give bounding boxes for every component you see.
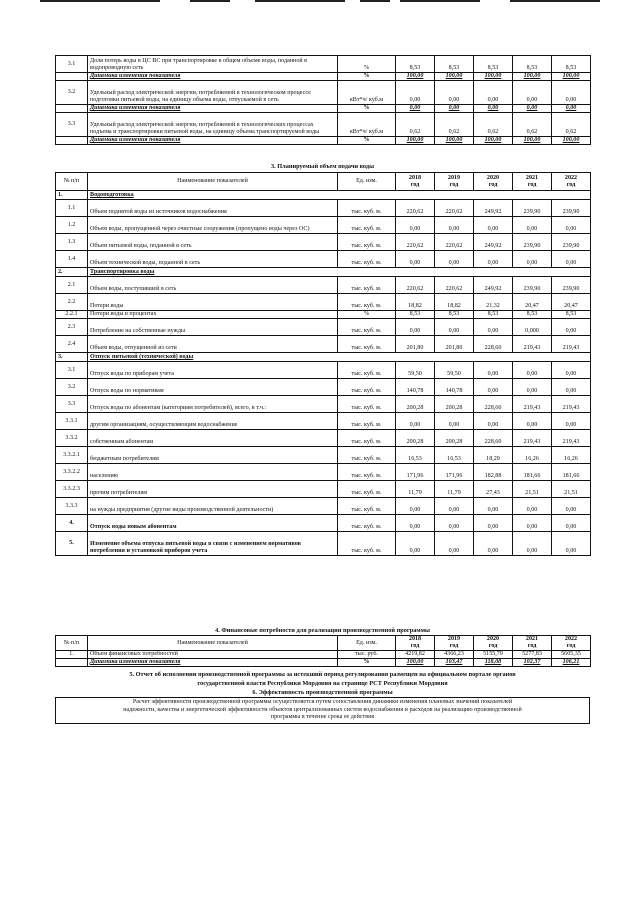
row-value: 0,00 — [474, 362, 513, 379]
row-unit: тыс. куб. м. — [338, 481, 396, 498]
table-row — [56, 277, 591, 294]
row-label: Динамика изменения показателя — [88, 137, 338, 145]
row-label: Отпуск воды новым абонентам — [88, 515, 338, 532]
row-value: 200,28 — [435, 430, 474, 447]
table-row — [56, 464, 591, 481]
fin-col-unit-header: Ед. изм. — [338, 636, 396, 651]
row-value: 0,00 — [435, 515, 474, 532]
row-value: 171,96 — [396, 464, 435, 481]
row-label: Удельный расход электрической энергии, потребляемой в технологическом процессе подготовки питьевой воды, на единицу объема воды, отпускаемой в сеть — [88, 81, 338, 105]
losses-table — [55, 55, 591, 145]
row-value: 239,90 — [552, 200, 591, 217]
row-value: 0,62 — [474, 113, 513, 137]
section3-title: 3. Планируемый объем подачи воды — [270, 163, 375, 170]
table-row — [56, 234, 591, 251]
row-value: 239,90 — [552, 277, 591, 294]
row-label: другим организациям, осуществляющим водоснабжение — [88, 413, 338, 430]
row-value: 0,00 — [552, 105, 591, 113]
finance-table — [55, 635, 591, 667]
row-value: 249,92 — [474, 234, 513, 251]
col-year-2022: 2022 год — [552, 173, 591, 191]
row-unit: тыс. куб. м. — [338, 498, 396, 515]
col-unit-header: Ед. изм. — [338, 173, 396, 191]
row-unit: % — [338, 311, 396, 319]
row-value: 201,80 — [396, 336, 435, 353]
row-label: Доля потерь воды в ЦС ВС при транспортировке в общем объеме воды, поданной в водопроводную сеть — [88, 56, 338, 73]
row-value: 0,00 — [474, 515, 513, 532]
row-label: на нужды предприятия (другие виды производственной деятельности) — [88, 498, 338, 515]
row-unit: тыс. куб. м. — [338, 319, 396, 336]
row-value: 8,53 — [474, 56, 513, 73]
row-number: 3.3.2.3 — [56, 481, 88, 498]
row-value: 0,00 — [396, 498, 435, 515]
row-value: 0,00 — [474, 532, 513, 556]
row-number: 3.3.3 — [56, 498, 88, 515]
row-value: 5277,83 — [513, 651, 552, 659]
row-value: 219,43 — [513, 336, 552, 353]
row-value: 0,00 — [552, 81, 591, 105]
row-value: 0,00 — [396, 251, 435, 268]
row-unit: тыс. куб. м. — [338, 200, 396, 217]
row-number: 3.3 — [56, 396, 88, 413]
row-unit: тыс. руб. — [338, 651, 396, 659]
row-value: 0,00 — [552, 217, 591, 234]
row-unit: % — [338, 73, 396, 81]
row-value: 100,00 — [474, 137, 513, 145]
row-value: 0,00 — [552, 498, 591, 515]
row-value: 0,00 — [513, 81, 552, 105]
row-number: 3.3.1 — [56, 413, 88, 430]
section6-title: 6. Эффективность производственной программы — [252, 689, 393, 696]
section5-text: 5. Отчет об исполнении производственной программы за истекший период регулирования размещен на официальном портале органов государственной власти Республики Мордовия на странице РСТ Республики Мордовия — [129, 671, 516, 687]
row-value: 20,47 — [552, 294, 591, 311]
row-unit: тыс. куб. м. — [338, 379, 396, 396]
row-value: 0,00 — [552, 413, 591, 430]
row-number — [56, 105, 88, 113]
fin-col-2019: 2019 год — [435, 636, 474, 651]
row-value: 0,00 — [396, 105, 435, 113]
row-value: 16,53 — [396, 447, 435, 464]
row-value: 11,79 — [396, 481, 435, 498]
row-unit: тыс. куб. м. — [338, 362, 396, 379]
row-number: 1. — [56, 651, 88, 659]
table-row — [56, 251, 591, 268]
table-row — [56, 217, 591, 234]
row-value: 100,00 — [435, 73, 474, 81]
row-value: 0,00 — [552, 251, 591, 268]
row-unit: кВт*ч/ куб.м — [338, 81, 396, 105]
row-value: 8,53 — [396, 56, 435, 73]
row-value: 0,00 — [435, 251, 474, 268]
row-label: прочим потребителям — [88, 481, 338, 498]
row-value: 59,50 — [435, 362, 474, 379]
row-label: бюджетным потребителям — [88, 447, 338, 464]
row-value: 140,78 — [435, 379, 474, 396]
row-value: 100,00 — [474, 73, 513, 81]
row-value: 20,47 — [513, 294, 552, 311]
col-year-2018: 2018 год — [396, 173, 435, 191]
dynamics-row — [56, 105, 591, 113]
row-value: 0,00 — [513, 217, 552, 234]
row-value: 100,00 — [396, 73, 435, 81]
row-number: 3.3.2 — [56, 430, 88, 447]
row-value: 220,62 — [435, 200, 474, 217]
row-unit: тыс. куб. м. — [338, 336, 396, 353]
row-value: 0,00 — [513, 515, 552, 532]
section6-box: Расчет эффективности производственной программы осуществляется путем сопоставления динамики изменения плановых значений показателей надежности, качества и энергетической эффективности объектов централизованных систем водоснабжения и расходов на реализацию производственной программы в течение срока ее действия — [55, 697, 590, 724]
row-unit: тыс. куб. м. — [338, 532, 396, 556]
row-value: 100,00 — [513, 73, 552, 81]
row-unit: тыс. куб. м. — [338, 396, 396, 413]
row-value: 220,62 — [435, 277, 474, 294]
row-value: 228,60 — [474, 336, 513, 353]
table-row — [56, 362, 591, 379]
row-value: 0,00 — [435, 413, 474, 430]
row-value: 59,50 — [396, 362, 435, 379]
row-value: 100,00 — [552, 137, 591, 145]
section-row — [56, 268, 591, 277]
row-number: 3.2 — [56, 379, 88, 396]
row-number: 3.3 — [56, 113, 88, 137]
row-number: 2.4 — [56, 336, 88, 353]
row-number: 2.1 — [56, 277, 88, 294]
table-row — [56, 336, 591, 353]
row-value: 220,62 — [396, 200, 435, 217]
scan-top-edge — [40, 0, 600, 3]
row-value: 0,62 — [396, 113, 435, 137]
row-value: 0,00 — [474, 81, 513, 105]
row-unit: кВт*ч/ куб.м — [338, 113, 396, 137]
section-name: Отпуск питьевой (технической) воды — [88, 353, 591, 362]
row-number — [56, 659, 88, 667]
row-value: 0,00 — [435, 217, 474, 234]
row-label: Объем поднятой воды из источников водоснабжения — [88, 200, 338, 217]
row-value: 0,00 — [396, 217, 435, 234]
col-num-header: № п/п — [56, 173, 88, 191]
row-value: 0,00 — [435, 498, 474, 515]
row-value: 0,00 — [435, 105, 474, 113]
row-value: 8,53 — [474, 311, 513, 319]
row-value: 0,00 — [474, 251, 513, 268]
row-label: Динамика изменения показателя — [88, 659, 338, 667]
row-number: 2. — [56, 268, 88, 277]
table-row — [56, 481, 591, 498]
row-value: 200,28 — [435, 396, 474, 413]
row-label: Потери воды — [88, 294, 338, 311]
row-unit: % — [338, 137, 396, 145]
row-value: 0,00 — [513, 532, 552, 556]
row-value: 181,66 — [552, 464, 591, 481]
row-value: 0,00 — [396, 81, 435, 105]
row-value: 27,43 — [474, 481, 513, 498]
row-value: 219,43 — [513, 430, 552, 447]
row-number: 3. — [56, 353, 88, 362]
row-value: 0,00 — [474, 319, 513, 336]
row-value: 18,82 — [396, 294, 435, 311]
row-label: Удельный расход электрической энергии, потребляемой в технологических процессах подъема и транспортировки питьевой воды, на единицу объема транспортируемой воды — [88, 113, 338, 137]
table-row — [56, 413, 591, 430]
row-value: 239,90 — [513, 200, 552, 217]
row-value: 0,62 — [513, 113, 552, 137]
row-value: 140,78 — [396, 379, 435, 396]
row-value: 18,82 — [435, 294, 474, 311]
row-value: 21,32 — [474, 294, 513, 311]
row-value: 171,96 — [435, 464, 474, 481]
dynamics-row — [56, 659, 591, 667]
row-value: 0,00 — [435, 81, 474, 105]
losses-table-block — [55, 55, 590, 145]
row-value: 0,00 — [396, 413, 435, 430]
row-value: 0,00 — [513, 379, 552, 396]
row-unit: тыс. куб. м. — [338, 234, 396, 251]
fin-col-2022: 2022 год — [552, 636, 591, 651]
row-value: 100,00 — [552, 73, 591, 81]
row-value: 0,00 — [474, 217, 513, 234]
table-row — [56, 498, 591, 515]
row-value: 228,60 — [474, 430, 513, 447]
volume-table — [55, 172, 591, 556]
row-number: 4. — [56, 515, 88, 532]
row-number: 3.2 — [56, 81, 88, 105]
row-label: Объем технической воды, поданной в сеть — [88, 251, 338, 268]
row-value: 11,79 — [435, 481, 474, 498]
row-value: 8,53 — [435, 56, 474, 73]
row-value: 102,37 — [513, 659, 552, 667]
row-label: Объем питьевой воды, поданной в сеть — [88, 234, 338, 251]
row-value: 5605,35 — [552, 651, 591, 659]
row-label: Динамика изменения показателя — [88, 105, 338, 113]
volume-table-block — [55, 172, 590, 556]
row-number: 2.2 — [56, 294, 88, 311]
row-value: 4219,82 — [396, 651, 435, 659]
table-row — [56, 515, 591, 532]
row-value: 200,28 — [396, 396, 435, 413]
row-value: 100,00 — [513, 137, 552, 145]
row-value: 0,00 — [474, 413, 513, 430]
row-value: 219,43 — [552, 336, 591, 353]
row-value: 249,92 — [474, 277, 513, 294]
row-unit: % — [338, 105, 396, 113]
row-unit: тыс. куб. м. — [338, 413, 396, 430]
table-row — [56, 311, 591, 319]
row-value: 16,26 — [552, 447, 591, 464]
fin-col-2018: 2018 год — [396, 636, 435, 651]
section-row — [56, 353, 591, 362]
row-value: 220,62 — [435, 234, 474, 251]
row-value: 239,90 — [513, 234, 552, 251]
row-value: 249,92 — [474, 200, 513, 217]
section-row — [56, 191, 591, 200]
row-value: 21,51 — [552, 481, 591, 498]
row-value: 200,28 — [396, 430, 435, 447]
fin-col-2021: 2021 год — [513, 636, 552, 651]
table-row — [56, 319, 591, 336]
row-value: 219,43 — [552, 396, 591, 413]
row-label: Объем воды, пропущенной через очистные сооружения (пропущено воды через ОС) — [88, 217, 338, 234]
col-year-2021: 2021 год — [513, 173, 552, 191]
row-label: Отпуск воды по приборам учета — [88, 362, 338, 379]
row-number: 3.3.2.1 — [56, 447, 88, 464]
row-unit: тыс. куб. м. — [338, 217, 396, 234]
row-value: 103,47 — [435, 659, 474, 667]
row-value: 201,80 — [435, 336, 474, 353]
row-value: 18,29 — [474, 447, 513, 464]
table-row — [56, 651, 591, 659]
row-value: 8,53 — [513, 56, 552, 73]
row-number: 3.1 — [56, 56, 88, 73]
row-value: 239,90 — [513, 277, 552, 294]
row-unit: % — [338, 56, 396, 73]
row-value: 0,00 — [513, 251, 552, 268]
row-value: 0,00 — [552, 362, 591, 379]
section4-title: 4. Финансовые потребности для реализации производственной программы — [215, 627, 430, 634]
row-value: 0,00 — [513, 413, 552, 430]
table-row — [56, 113, 591, 137]
col-name-header: Наименование показателей — [88, 173, 338, 191]
row-unit: тыс. куб. м. — [338, 294, 396, 311]
row-unit: тыс. куб. м. — [338, 447, 396, 464]
row-value: 5155,79 — [474, 651, 513, 659]
table-row — [56, 81, 591, 105]
row-value: 0,00 — [513, 105, 552, 113]
row-unit: тыс. куб. м. — [338, 251, 396, 268]
fin-col-num-header: № п/п — [56, 636, 88, 651]
table-row — [56, 294, 591, 311]
row-value: 0,00 — [435, 532, 474, 556]
table-row — [56, 200, 591, 217]
fin-col-name-header: Наименование показателей — [88, 636, 338, 651]
row-label: Потери воды в процентах — [88, 311, 338, 319]
row-value: 100,00 — [396, 137, 435, 145]
row-value: 106,21 — [552, 659, 591, 667]
row-value: 0,00 — [396, 319, 435, 336]
row-value: 21,51 — [513, 481, 552, 498]
row-number: 1.2 — [56, 217, 88, 234]
row-value: 219,43 — [513, 396, 552, 413]
row-value: 0,00 — [396, 532, 435, 556]
row-label: Объем воды, поступившей в сеть — [88, 277, 338, 294]
row-number — [56, 137, 88, 145]
row-value: 220,62 — [396, 234, 435, 251]
row-label: Динамика изменения показателя — [88, 73, 338, 81]
row-number: 1.4 — [56, 251, 88, 268]
row-value: 0,62 — [435, 113, 474, 137]
row-value: 0,00 — [513, 498, 552, 515]
row-unit: % — [338, 659, 396, 667]
row-value: 8,53 — [435, 311, 474, 319]
table-row — [56, 430, 591, 447]
table-row — [56, 396, 591, 413]
row-number: 1.1 — [56, 200, 88, 217]
col-year-2020: 2020 год — [474, 173, 513, 191]
row-value: 239,90 — [552, 234, 591, 251]
row-unit: тыс. куб. м. — [338, 277, 396, 294]
row-number: 2.3 — [56, 319, 88, 336]
row-value: 4366,23 — [435, 651, 474, 659]
row-value: 16,53 — [435, 447, 474, 464]
table-row — [56, 447, 591, 464]
row-label: Отпуск воды по нормативам — [88, 379, 338, 396]
row-number — [56, 73, 88, 81]
row-number: 5. — [56, 532, 88, 556]
row-label: Изменение объема отпуска питьевой воды в связи с изменением нормативов потребления и установкой приборов учета — [88, 532, 338, 556]
row-label: населению — [88, 464, 338, 481]
dynamics-row — [56, 73, 591, 81]
row-value: 0,00 — [474, 379, 513, 396]
row-number: 1.3 — [56, 234, 88, 251]
section-name: Водоподготовка — [88, 191, 591, 200]
row-number: 3.1 — [56, 362, 88, 379]
section-name: Транспортировка воды — [88, 268, 591, 277]
row-unit: тыс. куб. м. — [338, 464, 396, 481]
row-value: 0,00 — [552, 379, 591, 396]
row-value: 0,00 — [552, 515, 591, 532]
row-value: 8,53 — [552, 56, 591, 73]
row-value: 0,00 — [552, 319, 591, 336]
row-value: 182,88 — [474, 464, 513, 481]
row-number: 2.2.1 — [56, 311, 88, 319]
row-value: 220,62 — [396, 277, 435, 294]
row-value: 228,60 — [474, 396, 513, 413]
row-value: 0,00 — [513, 362, 552, 379]
row-number: 1. — [56, 191, 88, 200]
row-label: Объем финансовых потребностей — [88, 651, 338, 659]
row-value: 8,53 — [396, 311, 435, 319]
row-unit: тыс. куб. м. — [338, 515, 396, 532]
row-value: 118,08 — [474, 659, 513, 667]
row-value: 8,53 — [513, 311, 552, 319]
row-label: Отпуск воды по абонентам (категориям потребителей), всего, в т.ч.: — [88, 396, 338, 413]
row-value: 0,00 — [435, 319, 474, 336]
finance-table-block — [55, 635, 590, 667]
row-value: 100,00 — [435, 137, 474, 145]
row-value: 16,26 — [513, 447, 552, 464]
table-row — [56, 56, 591, 73]
dynamics-row — [56, 137, 591, 145]
row-label: собственным абонентам — [88, 430, 338, 447]
fin-col-2020: 2020 год — [474, 636, 513, 651]
col-year-2019: 2019 год — [435, 173, 474, 191]
row-value: 8,53 — [552, 311, 591, 319]
row-label: Объем воды, отпущенной из сети — [88, 336, 338, 353]
row-number: 3.3.2.2 — [56, 464, 88, 481]
row-value: 100,00 — [396, 659, 435, 667]
row-value: 0,00 — [474, 498, 513, 515]
row-value: 0,00 — [474, 105, 513, 113]
row-value: 219,43 — [552, 430, 591, 447]
table-row — [56, 379, 591, 396]
row-value: 0,00 — [552, 532, 591, 556]
table-row — [56, 532, 591, 556]
row-unit: тыс. куб. м. — [338, 430, 396, 447]
row-value: 0,62 — [552, 113, 591, 137]
row-value: 0,000 — [513, 319, 552, 336]
row-label: Потребление на собственные нужды — [88, 319, 338, 336]
row-value: 0,00 — [396, 515, 435, 532]
row-value: 181,66 — [513, 464, 552, 481]
